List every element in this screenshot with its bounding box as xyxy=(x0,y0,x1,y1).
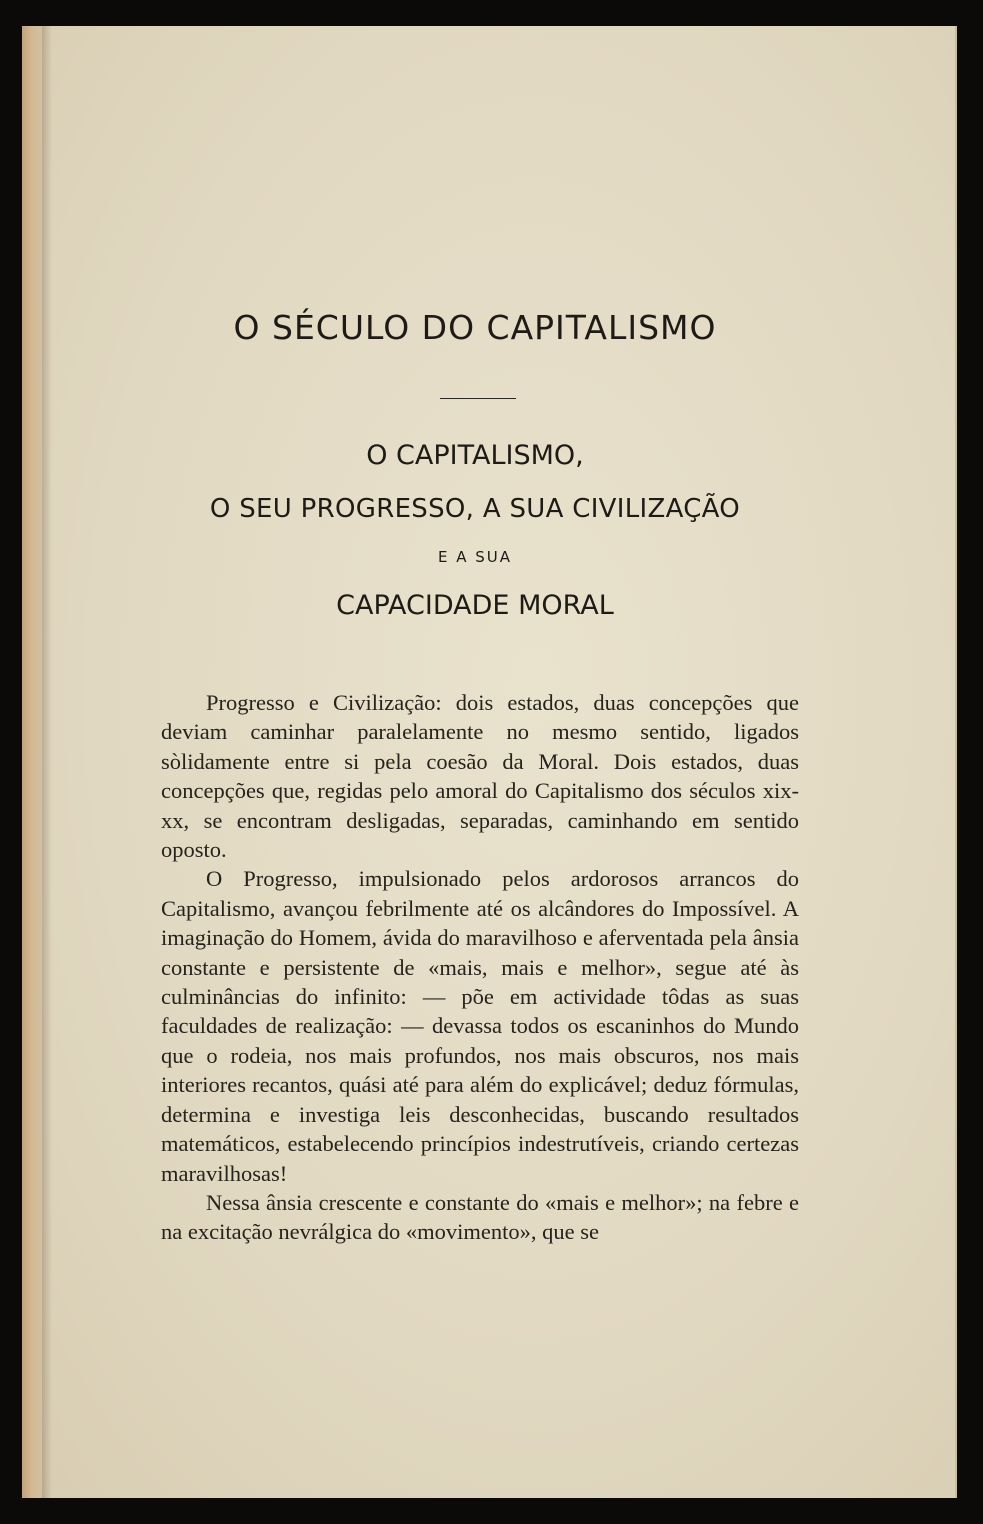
gutter-shadow xyxy=(42,26,52,1498)
paragraph-3: Nessa ânsia crescente e constante do «mais e melhor»; na febre e na excitação nevrálgica do «movimento», que se xyxy=(161,1189,799,1245)
paragraph-2: O Progresso, impulsionado pelos ardorosos arrancos do Capitalismo, avançou febrilmente até os alcândores do Impossível. A imaginação do Homem, ávida do maravilhoso e aferventada pela ânsia constante e persistente de «mais, mais e melhor», segue até às culminâncias do infinito: — põe em actividade tôdas as suas faculdades de realização: — devassa todos os escaninhos do Mundo que o rodeia, nos mais profundos, nos mais obscuros, nos mais interiores recantos, quási até para além do explicável; deduz fórmulas, determina e investiga leis desconhecidas, buscando resultados matemáticos, estabelecendo princípios indestrutíveis, criando certezas maravilhosas! xyxy=(161,866,799,1186)
subtitle-line-4: CAPACIDADE MORAL xyxy=(336,590,614,621)
paragraph-1: Progresso e Civilização: dois estados, duas concepções que deviam caminhar paralelamente no mesmo sentido, ligados sòlidamente entre si pela coesão da Moral. Dois estados, duas concepções que, regidas pelo amoral do Capitalismo dos séculos xix-xx, se encontram desligadas, separadas, caminhando em sentido oposto. xyxy=(161,690,799,863)
subtitle-line-1: O CAPITALISMO, xyxy=(366,440,584,471)
title-divider xyxy=(440,398,516,399)
body-text xyxy=(161,688,799,1247)
page-spine-edge xyxy=(22,26,42,1498)
subtitle-line-2: O SEU PROGRESSO, A SUA CIVILIZAÇÃO xyxy=(209,494,741,524)
subtitle-line-3: E A SUA xyxy=(437,548,513,566)
page-title: O SÉCULO DO CAPITALISMO xyxy=(233,308,717,347)
